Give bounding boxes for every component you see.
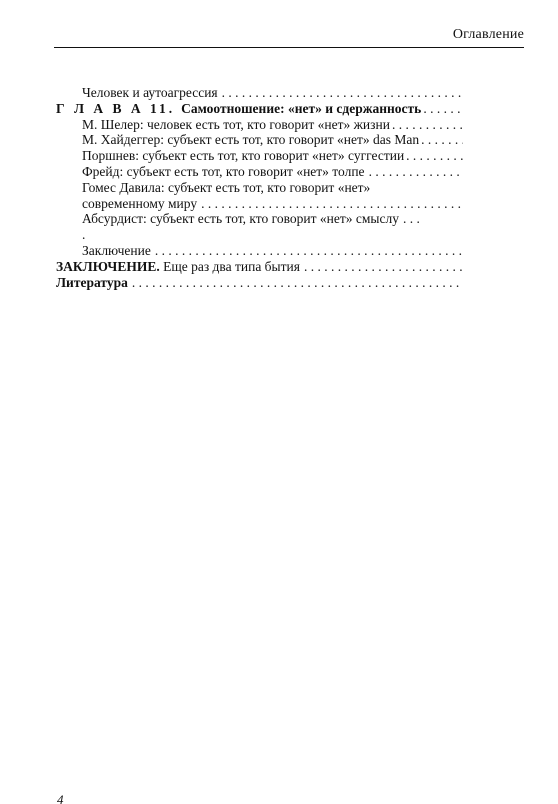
header-rule bbox=[54, 47, 524, 48]
toc-entry-title: М. Шелер: человек есть тот, кто говорит «нет» жизни bbox=[82, 116, 390, 132]
toc-entry[interactable] bbox=[56, 211, 463, 227]
toc-entry-title: Фрейд: субъект есть тот, кто говорит «нет» толпе bbox=[82, 163, 365, 179]
toc-entry-title: М. Хайдеггер: субъект есть тот, кто говорит «нет» das Man bbox=[82, 132, 420, 148]
dot-leader bbox=[222, 85, 463, 101]
dot-leader bbox=[403, 211, 421, 227]
toc-entry-title: Абсурдист: субъект есть тот, кто говорит «нет» смыслу bbox=[82, 211, 399, 227]
chapter-label: Г Л А В А 11. bbox=[56, 100, 176, 116]
toc-entry[interactable] bbox=[56, 164, 463, 180]
toc-entry[interactable] bbox=[56, 132, 463, 148]
toc-entry-title: Поршнев: субъект есть тот, кто говорит «нет» суггестии bbox=[82, 148, 405, 164]
dot-leader bbox=[201, 196, 463, 212]
running-head-title: Оглавление bbox=[452, 27, 524, 42]
toc-entry-title: Литература bbox=[56, 274, 128, 290]
dot-leader bbox=[369, 164, 463, 180]
toc-stray-dot: . bbox=[82, 227, 86, 243]
dot-leader bbox=[155, 243, 463, 259]
toc-entry[interactable] bbox=[56, 148, 463, 164]
toc-entry-title: современному миру bbox=[82, 195, 198, 211]
conclusion-label: ЗАКЛЮЧЕНИЕ. bbox=[56, 258, 160, 274]
page-number: 4 bbox=[57, 792, 64, 804]
toc-chapter-entry[interactable] bbox=[56, 101, 463, 117]
toc-entry[interactable] bbox=[56, 85, 463, 101]
toc-entry-title: Человек и аутоагрессия bbox=[82, 85, 218, 100]
toc-entry-title: Еще раз два типа бытия bbox=[163, 258, 300, 274]
dot-leader bbox=[392, 117, 463, 133]
dot-leader bbox=[304, 259, 463, 275]
dot-leader bbox=[421, 132, 463, 148]
dot-leader bbox=[423, 101, 463, 117]
toc-chapter-title: Самоотношение: «нет» и сдержанность bbox=[181, 100, 422, 116]
toc-entry[interactable] bbox=[56, 243, 463, 259]
toc-entry-title: Заключение bbox=[82, 242, 151, 258]
toc-entry-wrapped-line[interactable]: Гомес Давила: субъект есть тот, кто говорит «нет» bbox=[82, 179, 371, 195]
table-of-contents bbox=[56, 85, 463, 290]
toc-entry[interactable] bbox=[56, 117, 463, 133]
toc-literature-entry[interactable] bbox=[56, 275, 463, 291]
dot-leader bbox=[132, 275, 463, 291]
dot-leader bbox=[406, 148, 463, 164]
toc-entry[interactable] bbox=[56, 196, 463, 212]
toc-conclusion-entry[interactable] bbox=[56, 259, 463, 275]
